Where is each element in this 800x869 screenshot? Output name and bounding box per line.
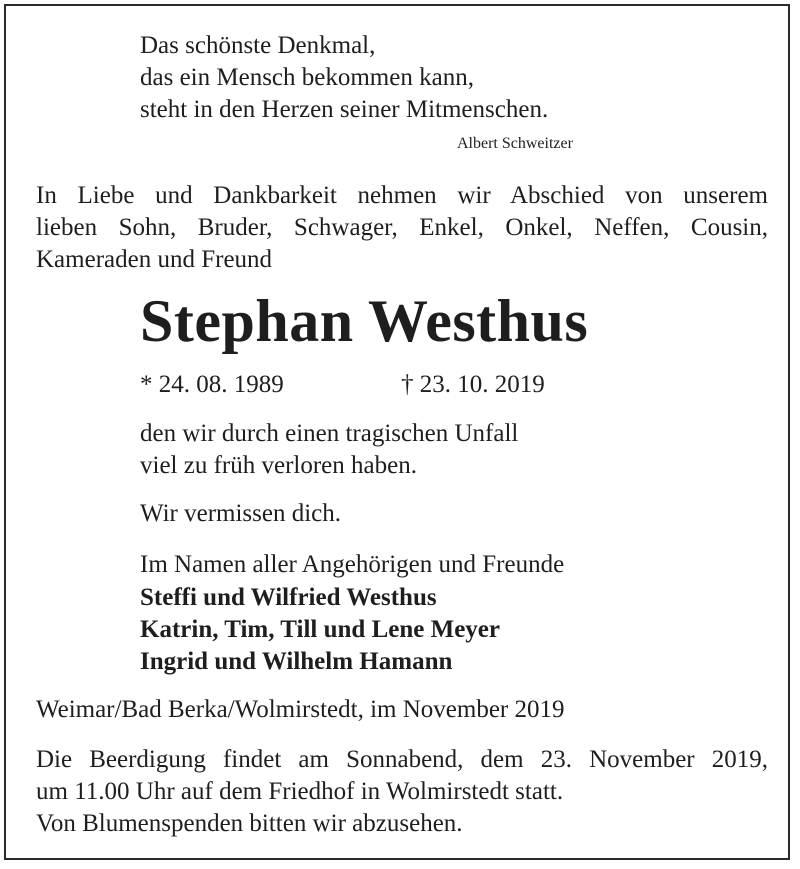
birth-date: * 24. 08. 1989 xyxy=(140,371,284,398)
mourner-1: Steffi und Wilfried Westhus xyxy=(140,584,437,611)
quote-author: Albert Schweitzer xyxy=(457,135,573,152)
death-date: † 23. 10. 2019 xyxy=(401,371,545,398)
intro-line-2: lieben Sohn, Bruder, Schwager, Enkel, Onkel, Neffen, Cousin, xyxy=(36,214,768,241)
funeral-line-2: um 11.00 Uhr auf dem Friedhof in Wolmirstedt statt. xyxy=(36,778,564,805)
message: Wir vermissen dich. xyxy=(140,500,342,527)
obituary-notice xyxy=(4,4,790,860)
mourners-intro: Im Namen aller Angehörigen und Freunde xyxy=(140,551,565,578)
quote-line-1: Das schönste Denkmal, xyxy=(140,32,376,59)
quote-line-3: steht in den Herzen seiner Mitmenschen. xyxy=(140,96,549,123)
funeral-line-1: Die Beerdigung findet am Sonnabend, dem 23. November 2019, xyxy=(36,746,768,773)
deceased-name: Stephan Westhus xyxy=(140,288,589,354)
quote-line-2: das ein Mensch bekommen kann, xyxy=(140,64,474,91)
place-date: Weimar/Bad Berka/Wolmirstedt, im November 2019 xyxy=(36,696,565,723)
mourner-3: Ingrid und Wilhelm Hamann xyxy=(140,648,453,675)
intro-line-3: Kameraden und Freund xyxy=(36,246,273,273)
mourner-2: Katrin, Tim, Till und Lene Meyer xyxy=(140,616,500,643)
circumstance-line-2: viel zu früh verloren haben. xyxy=(140,452,417,479)
circumstance-line-1: den wir durch einen tragischen Unfall xyxy=(140,420,519,447)
funeral-line-3: Von Blumenspenden bitten wir abzusehen. xyxy=(36,810,463,837)
intro-line-1: In Liebe und Dankbarkeit nehmen wir Abschied von unserem xyxy=(36,182,768,209)
